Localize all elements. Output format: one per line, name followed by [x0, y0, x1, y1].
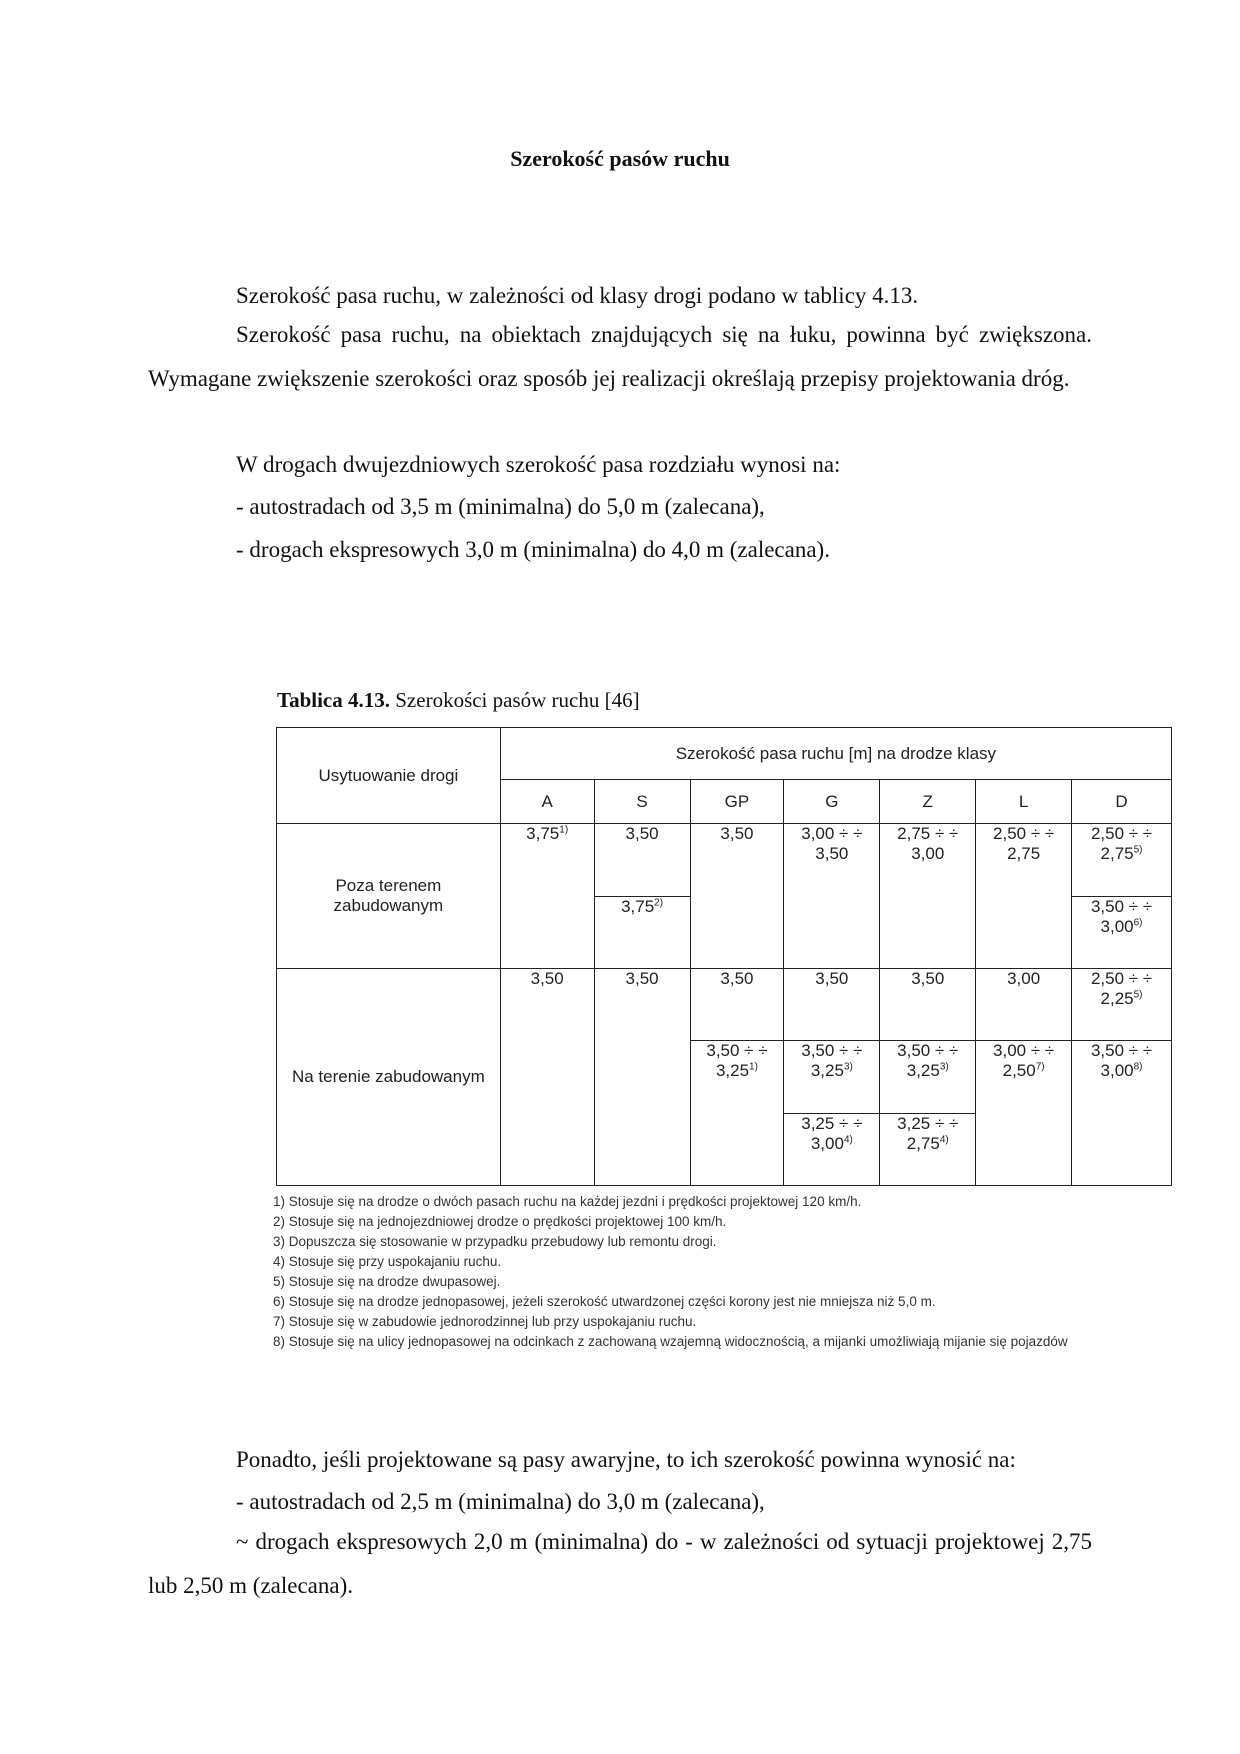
- header-location: Usytuowanie drogi: [277, 728, 501, 824]
- header-class-group: Szerokość pasa ruchu [m] na drodze klasy: [500, 728, 1171, 780]
- cell-inside-l-1: 3,00: [976, 969, 1072, 1041]
- cell-inside-g-2: 3,50 ÷ ÷ $3,25^{3)}$: [784, 1041, 880, 1113]
- list-item-motorway-emergency: - autostradach od 2,5 m (minimalna) do 3,0 m (zalecana),: [236, 1489, 765, 1514]
- cell-inside-g-1: 3,50: [784, 969, 880, 1041]
- table-caption-text: Szerokości pasów ruchu [46]: [395, 688, 640, 712]
- cell-inside-d-1: 2,50 ÷ ÷ $2,25^{5)}$: [1072, 969, 1172, 1041]
- paragraph-median: W drogach dwujezdniowych szerokość pasa rozdziału wynosi na:: [236, 452, 841, 477]
- cell-inside-a: 3,50: [500, 969, 594, 1186]
- cell-inside-gp-1: 3,50: [690, 969, 784, 1041]
- cell-outside-l: 2,50 ÷ ÷ 2,75: [976, 824, 1072, 969]
- cell-outside-z: 2,75 ÷ ÷ 3,00: [880, 824, 976, 969]
- cell-inside-d-2: 3,50 ÷ ÷ $3,00^{8)}$: [1072, 1041, 1172, 1186]
- header-class-l: L: [976, 780, 1072, 824]
- header-class-d: D: [1072, 780, 1172, 824]
- footnote-3: 3) Dopuszcza się stosowanie w przypadku przebudowy lub remontu drogi.: [273, 1234, 717, 1249]
- cell-inside-z-3: 3,25 ÷ ÷ $2,75^{4)}$: [880, 1113, 976, 1185]
- list-item-expressway-median: - drogach ekspresowych 3,0 m (minimalna) do 4,0 m (zalecana).: [236, 537, 830, 562]
- footnote-2: 2) Stosuje się na jednojezdniowej drodze o prędkości projektowej 100 km/h.: [273, 1214, 727, 1229]
- cell-inside-z-2: 3,50 ÷ ÷ $3,25^{3)}$: [880, 1041, 976, 1113]
- cell-outside-s-1: 3,50: [594, 824, 690, 896]
- table-footnotes: [273, 1192, 1173, 1352]
- paragraph-intro: Szerokość pasa ruchu, w zależności od klasy drogi podano w tablicy 4.13.: [236, 283, 919, 308]
- list-item-expressway-emergency: ~ drogach ekspresowych 2,0 m (minimalna) do - w zależności od sytuacji projektowej 2,75 lub 2,50 m (zalecana).: [148, 1529, 1092, 1598]
- cell-outside-d-1: 2,50 ÷ ÷ $2,75^{5)}$: [1072, 824, 1172, 896]
- header-class-s: S: [594, 780, 690, 824]
- cell-inside-gp-2: 3,50 ÷ ÷ $3,25^{1)}$: [690, 1041, 784, 1186]
- list-item-motorway-median: - autostradach od 3,5 m (minimalna) do 5,0 m (zalecana),: [236, 494, 765, 519]
- cell-inside-g-3: 3,25 ÷ ÷ $3,00^{4)}$: [784, 1113, 880, 1185]
- cell-inside-z-1: 3,50: [880, 969, 976, 1041]
- footnote-8: 8) Stosuje się na ulicy jednopasowej na odcinkach z zachowaną wzajemną widocznością, a mijanki umożliwiają mijanie się pojazdów: [273, 1334, 1068, 1349]
- footnote-4: 4) Stosuje się przy uspokajaniu ruchu.: [273, 1254, 502, 1269]
- lane-width-table: [276, 727, 1172, 1186]
- row-label-inside: Na terenie zabudowanym: [277, 969, 501, 1186]
- header-class-a: A: [500, 780, 594, 824]
- paragraph-emergency: Ponadto, jeśli projektowane są pasy awaryjne, to ich szerokość powinna wynosić na:: [236, 1447, 1016, 1472]
- footnote-6: 6) Stosuje się na drodze jednopasowej, jeżeli szerokość utwardzonej części korony jest nie mniejsza niż 5,0 m.: [273, 1294, 936, 1309]
- paragraph-curve: Szerokość pasa ruchu, na obiektach znajdujących się na łuku, powinna być zwiększona. Wymagane zwiększenie szerokości oraz sposób jej realizacji określają przepisy projektowania dróg.: [148, 322, 1092, 391]
- header-class-z: Z: [880, 780, 976, 824]
- cell-outside-a: 3,75$^{1)}$: [500, 824, 594, 969]
- header-class-gp: GP: [690, 780, 784, 824]
- row-label-outside: Poza terenem zabudowanym: [277, 824, 501, 969]
- cell-outside-g: 3,00 ÷ ÷ 3,50: [784, 824, 880, 969]
- cell-outside-d-2: 3,50 ÷ ÷ $3,00^{6)}$: [1072, 896, 1172, 968]
- footnote-7: 7) Stosuje się w zabudowie jednorodzinnej lub przy uspokajaniu ruchu.: [273, 1314, 697, 1329]
- table-caption: [277, 688, 640, 713]
- cell-outside-gp: 3,50: [690, 824, 784, 969]
- document-title: Szerokość pasów ruchu: [510, 146, 730, 171]
- cell-outside-s-2: 3,75$^{2)}$: [594, 896, 690, 968]
- table-caption-label: Tablica 4.13.: [277, 688, 390, 712]
- header-class-g: G: [784, 780, 880, 824]
- footnote-1: 1) Stosuje się na drodze o dwóch pasach ruchu na każdej jezdni i prędkości projektowej 120 km/h.: [273, 1194, 862, 1209]
- footnote-5: 5) Stosuje się na drodze dwupasowej.: [273, 1274, 501, 1289]
- cell-inside-s: 3,50: [594, 969, 690, 1186]
- cell-inside-l-2: 3,00 ÷ ÷ $2,50^{7)}$: [976, 1041, 1072, 1186]
